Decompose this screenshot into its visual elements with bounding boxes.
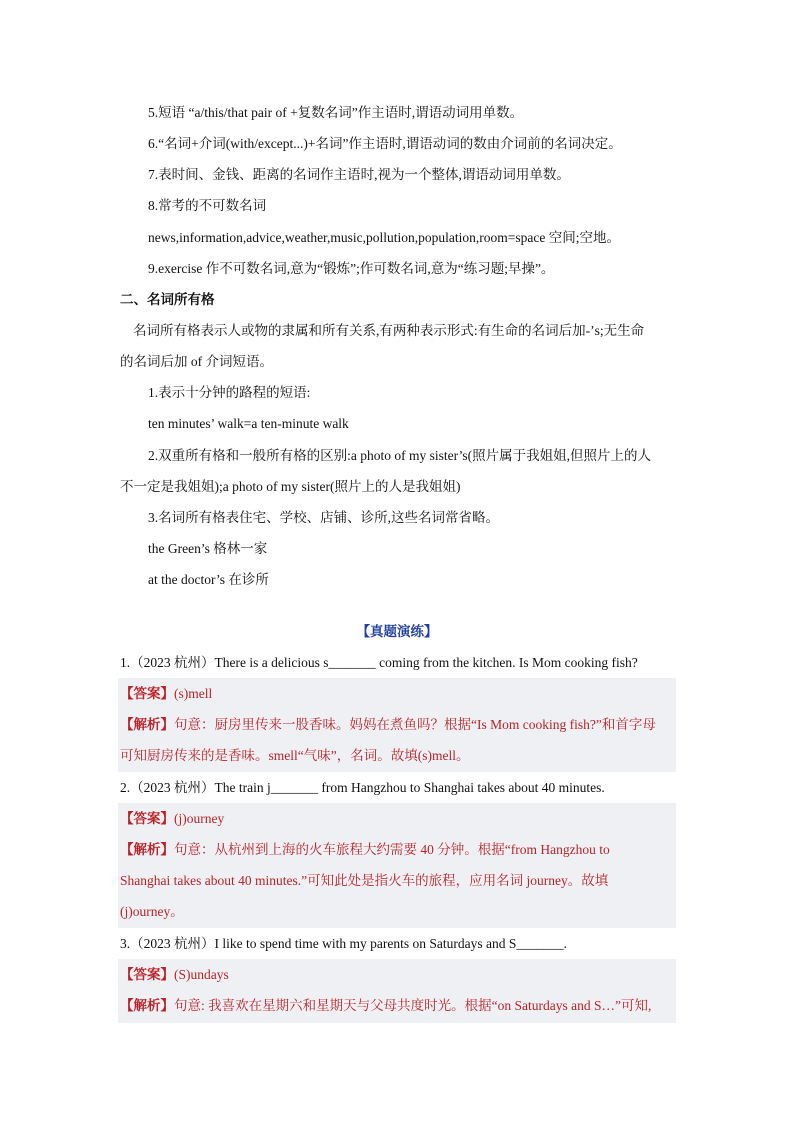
intro-line-2: 的名词后加 of 介词短语。 — [120, 354, 273, 369]
q2-analysis-line-2: Shanghai takes about 40 minutes.”可知此处是指火车的旅程，应用名词 journey。故填 — [120, 873, 609, 888]
analysis-tag: 【解析】 — [120, 717, 174, 732]
q2-analysis-line-3: (j)ourney。 — [120, 904, 184, 919]
q1-answer — [120, 684, 212, 704]
possessive-3-example-2: at the doctor’s 在诊所 — [148, 572, 269, 587]
rule-8-list: news,information,advice,weather,music,pollution,population,room=space 空间;空地。 — [148, 230, 620, 245]
q3-answer — [120, 965, 229, 985]
rule-8: 8.常考的不可数名词 — [148, 198, 267, 213]
possessive-1: 1.表示十分钟的路程的短语: — [148, 385, 311, 400]
analysis-tag: 【解析】 — [120, 842, 174, 857]
answer-tag: 【答案】 — [120, 811, 174, 826]
answer-text: (j)ourney — [174, 811, 225, 826]
q3-analysis-line-1 — [120, 996, 651, 1016]
possessive-3-example-1: the Green’s 格林一家 — [148, 541, 268, 556]
answer-text: (s)mell — [174, 686, 213, 701]
possessive-1-example: ten minutes’ walk=a ten-minute walk — [148, 416, 349, 431]
practice-title: 【真题演练】 — [356, 624, 438, 639]
q1-analysis-line-2: 可知厨房传来的是香味。smell“气味”，名词。故填(s)mell。 — [120, 748, 470, 763]
answer-tag: 【答案】 — [120, 686, 174, 701]
q2-analysis-line-1 — [120, 840, 610, 860]
intro-line-1: 名词所有格表示人或物的隶属和所有关系,有两种表示形式:有生命的名词后加-’s;无生命 — [133, 323, 645, 338]
question-2: 2.（2023 杭州）The train j_______ from Hangzhou to Shanghai takes about 40 minutes. — [120, 780, 605, 795]
rule-6: 6.“名词+介词(with/except...)+名词”作主语时,谓语动词的数由介词前的名词决定。 — [148, 136, 622, 151]
possessive-3: 3.名词所有格表住宅、学校、店铺、诊所,这些名词常省略。 — [148, 510, 499, 525]
section-title-possessive: 二、名词所有格 — [120, 292, 215, 307]
q1-analysis-line-1 — [120, 715, 656, 735]
question-1: 1.（2023 杭州）There is a delicious s_______ coming from the kitchen. Is Mom cooking fish? — [120, 655, 638, 670]
rule-9: 9.exercise 作不可数名词,意为“锻炼”;作可数名词,意为“练习题;早操”。 — [148, 261, 555, 276]
analysis-tag: 【解析】 — [120, 998, 174, 1013]
analysis-text: 句意：厨房里传来一股香味。妈妈在煮鱼吗？根据“Is Mom cooking fish?”和首字母 — [174, 717, 656, 732]
answer-tag: 【答案】 — [120, 967, 174, 982]
q2-answer — [120, 809, 224, 829]
rule-7: 7.表时间、金钱、距离的名词作主语时,视为一个整体,谓语动词用单数。 — [148, 167, 570, 182]
possessive-2-line-1: 2.双重所有格和一般所有格的区别:a photo of my sister’s(照片属于我姐姐,但照片上的人 — [148, 448, 651, 463]
answer-text: (S)undays — [174, 967, 229, 982]
question-3: 3.（2023 杭州）I like to spend time with my parents on Saturdays and S_______. — [120, 936, 567, 951]
analysis-text: 句意: 我喜欢在星期六和星期天与父母共度时光。根据“on Saturdays and S…”可知, — [174, 998, 652, 1013]
rule-5: 5.短语 “a/this/that pair of +复数名词”作主语时,谓语动词用单数。 — [148, 105, 524, 120]
possessive-2-line-2: 不一定是我姐姐);a photo of my sister(照片上的人是我姐姐) — [120, 479, 461, 494]
analysis-text: 句意：从杭州到上海的火车旅程大约需要 40 分钟。根据“from Hangzhou to — [174, 842, 610, 857]
